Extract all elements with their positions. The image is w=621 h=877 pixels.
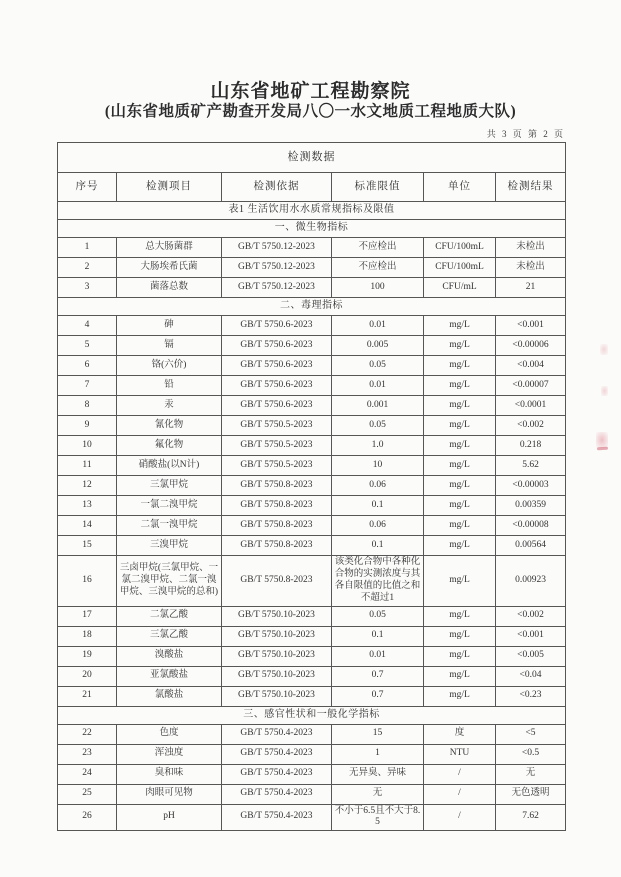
table-row (58, 724, 566, 744)
cell-no: 16 (58, 556, 117, 607)
cell-method: GB/T 5750.6-2023 (222, 396, 332, 416)
cell-limit: 不应检出 (332, 238, 424, 258)
cell-method: GB/T 5750.10-2023 (222, 606, 332, 626)
cell-unit: mg/L (424, 496, 496, 516)
red-ink-artifact (596, 432, 608, 448)
cell-method: GB/T 5750.5-2023 (222, 416, 332, 436)
column-header: 标准限值 (332, 173, 424, 202)
cell-result: <0.0001 (496, 396, 566, 416)
cell-result: 0.00564 (496, 536, 566, 556)
cell-method: GB/T 5750.4-2023 (222, 784, 332, 804)
cell-result: 0.00359 (496, 496, 566, 516)
cell-no: 6 (58, 356, 117, 376)
table-row (58, 336, 566, 356)
cell-no: 3 (58, 278, 117, 298)
cell-unit: CFU/100mL (424, 238, 496, 258)
cell-unit: mg/L (424, 536, 496, 556)
red-ink-artifact (601, 386, 608, 396)
cell-method: GB/T 5750.6-2023 (222, 356, 332, 376)
cell-result: <0.5 (496, 744, 566, 764)
column-header: 序号 (58, 173, 117, 202)
cell-unit: CFU/100mL (424, 258, 496, 278)
cell-item: 铅 (117, 376, 222, 396)
cell-unit: mg/L (424, 626, 496, 646)
cell-limit: 0.1 (332, 536, 424, 556)
cell-item: 汞 (117, 396, 222, 416)
cell-limit: 0.05 (332, 356, 424, 376)
cell-result: <0.002 (496, 606, 566, 626)
cell-method: GB/T 5750.6-2023 (222, 376, 332, 396)
cell-result: 0.218 (496, 436, 566, 456)
cell-result: <0.00008 (496, 516, 566, 536)
cell-unit: mg/L (424, 556, 496, 607)
document-title: 山东省地矿工程勘察院 (210, 81, 411, 102)
cell-item: 浑浊度 (117, 744, 222, 764)
cell-unit: 度 (424, 724, 496, 744)
cell-result: 无色透明 (496, 784, 566, 804)
table-row (58, 496, 566, 516)
cell-unit: mg/L (424, 456, 496, 476)
cell-limit: 0.1 (332, 626, 424, 646)
cell-method: GB/T 5750.8-2023 (222, 496, 332, 516)
cell-result: <0.00006 (496, 336, 566, 356)
cell-unit: NTU (424, 744, 496, 764)
cell-no: 10 (58, 436, 117, 456)
cell-result: <0.002 (496, 416, 566, 436)
cell-unit: mg/L (424, 686, 496, 706)
cell-method: GB/T 5750.8-2023 (222, 516, 332, 536)
cell-limit: 0.1 (332, 496, 424, 516)
section-label: 一、微生物指标 (58, 220, 566, 238)
cell-limit: 100 (332, 278, 424, 298)
cell-item: 三氯甲烷 (117, 476, 222, 496)
cell-result: 未检出 (496, 258, 566, 278)
cell-method: GB/T 5750.5-2023 (222, 436, 332, 456)
cell-limit: 15 (332, 724, 424, 744)
table-row (58, 456, 566, 476)
table-header-row (58, 173, 566, 202)
cell-method: GB/T 5750.10-2023 (222, 686, 332, 706)
cell-method: GB/T 5750.12-2023 (222, 238, 332, 258)
cell-no: 11 (58, 456, 117, 476)
table-row (58, 396, 566, 416)
cell-result: <0.00007 (496, 376, 566, 396)
cell-item: 镉 (117, 336, 222, 356)
cell-no: 13 (58, 496, 117, 516)
cell-item: 总大肠菌群 (117, 238, 222, 258)
cell-no: 20 (58, 666, 117, 686)
cell-item: 肉眼可见物 (117, 784, 222, 804)
cell-item: 铬(六价) (117, 356, 222, 376)
cell-limit: 0.01 (332, 376, 424, 396)
table-row (58, 556, 566, 607)
section-row (58, 202, 566, 220)
cell-result: 7.62 (496, 804, 566, 831)
cell-no: 23 (58, 744, 117, 764)
table-row (58, 238, 566, 258)
cell-result: <0.005 (496, 646, 566, 666)
test-results-table (57, 142, 566, 831)
table-row (58, 316, 566, 336)
cell-method: GB/T 5750.8-2023 (222, 536, 332, 556)
cell-item: 大肠埃希氏菌 (117, 258, 222, 278)
cell-item: pH (117, 804, 222, 831)
cell-limit: 无异臭、异味 (332, 764, 424, 784)
cell-limit: 无 (332, 784, 424, 804)
cell-result: 0.00923 (496, 556, 566, 607)
table-row (58, 686, 566, 706)
cell-unit: mg/L (424, 666, 496, 686)
table-row (58, 436, 566, 456)
cell-item: 氟化物 (117, 436, 222, 456)
cell-limit: 0.001 (332, 396, 424, 416)
cell-unit: mg/L (424, 606, 496, 626)
cell-no: 25 (58, 784, 117, 804)
cell-result: <0.001 (496, 316, 566, 336)
cell-item: 二氯乙酸 (117, 606, 222, 626)
cell-item: 色度 (117, 724, 222, 744)
cell-limit: 0.06 (332, 516, 424, 536)
cell-method: GB/T 5750.4-2023 (222, 804, 332, 831)
cell-limit: 0.01 (332, 316, 424, 336)
section-label: 二、毒理指标 (58, 298, 566, 316)
cell-item: 砷 (117, 316, 222, 336)
cell-method: GB/T 5750.4-2023 (222, 724, 332, 744)
cell-method: GB/T 5750.6-2023 (222, 336, 332, 356)
cell-item: 三卤甲烷(三氯甲烷、一氯二溴甲烷、二氯一溴甲烷、三溴甲烷的总和) (117, 556, 222, 607)
cell-no: 12 (58, 476, 117, 496)
cell-unit: mg/L (424, 356, 496, 376)
cell-unit: mg/L (424, 516, 496, 536)
cell-no: 19 (58, 646, 117, 666)
table-row (58, 356, 566, 376)
cell-method: GB/T 5750.10-2023 (222, 646, 332, 666)
column-header: 检测结果 (496, 173, 566, 202)
red-ink-artifact (600, 344, 608, 355)
section-row (58, 298, 566, 316)
cell-unit: mg/L (424, 336, 496, 356)
table-row (58, 278, 566, 298)
cell-unit: mg/L (424, 376, 496, 396)
cell-no: 4 (58, 316, 117, 336)
cell-limit: 10 (332, 456, 424, 476)
cell-limit: 0.06 (332, 476, 424, 496)
cell-result: <0.001 (496, 626, 566, 646)
cell-limit: 1 (332, 744, 424, 764)
cell-no: 2 (58, 258, 117, 278)
cell-result: <5 (496, 724, 566, 744)
cell-method: GB/T 5750.4-2023 (222, 744, 332, 764)
table-row (58, 376, 566, 396)
table-row (58, 416, 566, 436)
cell-limit: 0.005 (332, 336, 424, 356)
cell-limit: 1.0 (332, 436, 424, 456)
cell-no: 17 (58, 606, 117, 626)
cell-method: GB/T 5750.6-2023 (222, 316, 332, 336)
cell-method: GB/T 5750.10-2023 (222, 666, 332, 686)
table-row (58, 536, 566, 556)
cell-no: 22 (58, 724, 117, 744)
table-row (58, 476, 566, 496)
cell-item: 三氯乙酸 (117, 626, 222, 646)
cell-unit: / (424, 804, 496, 831)
cell-no: 26 (58, 804, 117, 831)
cell-no: 14 (58, 516, 117, 536)
cell-unit: mg/L (424, 316, 496, 336)
cell-method: GB/T 5750.12-2023 (222, 258, 332, 278)
cell-item: 氰化物 (117, 416, 222, 436)
cell-result: <0.23 (496, 686, 566, 706)
cell-no: 18 (58, 626, 117, 646)
cell-limit: 0.05 (332, 416, 424, 436)
column-header: 单位 (424, 173, 496, 202)
cell-method: GB/T 5750.8-2023 (222, 556, 332, 607)
table-row (58, 646, 566, 666)
cell-limit: 该类化合物中各种化合物的实测浓度与其各自限值的比值之和不超过1 (332, 556, 424, 607)
cell-unit: mg/L (424, 436, 496, 456)
cell-limit: 0.05 (332, 606, 424, 626)
column-header: 检测项目 (117, 173, 222, 202)
cell-item: 亚氯酸盐 (117, 666, 222, 686)
cell-unit: / (424, 784, 496, 804)
cell-no: 8 (58, 396, 117, 416)
cell-item: 菌落总数 (117, 278, 222, 298)
cell-item: 硝酸盐(以N计) (117, 456, 222, 476)
table-row (58, 516, 566, 536)
cell-method: GB/T 5750.4-2023 (222, 764, 332, 784)
table-caption-row (58, 143, 566, 173)
table-row (58, 784, 566, 804)
cell-result: 21 (496, 278, 566, 298)
page-number-info: 共 3 页 第 2 页 (486, 129, 565, 139)
cell-unit: mg/L (424, 396, 496, 416)
table-row (58, 764, 566, 784)
section-label: 表1 生活饮用水水质常规指标及限值 (58, 202, 566, 220)
cell-item: 三溴甲烷 (117, 536, 222, 556)
cell-limit: 0.01 (332, 646, 424, 666)
red-ink-artifact (597, 447, 608, 451)
cell-unit: / (424, 764, 496, 784)
section-row (58, 706, 566, 724)
table-row (58, 744, 566, 764)
table-caption: 检测数据 (58, 143, 566, 173)
cell-result: 未检出 (496, 238, 566, 258)
cell-result: 5.62 (496, 456, 566, 476)
cell-result: 无 (496, 764, 566, 784)
cell-no: 15 (58, 536, 117, 556)
cell-no: 1 (58, 238, 117, 258)
table-row (58, 666, 566, 686)
cell-limit: 不小于6.5且不大于8.5 (332, 804, 424, 831)
cell-unit: mg/L (424, 476, 496, 496)
document-subtitle: (山东省地质矿产勘查开发局八〇一水文地质工程地质大队) (104, 103, 517, 120)
section-row (58, 220, 566, 238)
table-row (58, 804, 566, 831)
cell-item: 臭和味 (117, 764, 222, 784)
cell-item: 氯酸盐 (117, 686, 222, 706)
section-label: 三、感官性状和一般化学指标 (58, 706, 566, 724)
cell-method: GB/T 5750.5-2023 (222, 456, 332, 476)
cell-unit: mg/L (424, 646, 496, 666)
cell-result: <0.004 (496, 356, 566, 376)
cell-item: 溴酸盐 (117, 646, 222, 666)
table-row (58, 626, 566, 646)
column-header: 检测依据 (222, 173, 332, 202)
cell-no: 21 (58, 686, 117, 706)
cell-unit: mg/L (424, 416, 496, 436)
cell-unit: CFU/mL (424, 278, 496, 298)
cell-no: 24 (58, 764, 117, 784)
cell-limit: 0.7 (332, 686, 424, 706)
cell-method: GB/T 5750.12-2023 (222, 278, 332, 298)
cell-limit: 0.7 (332, 666, 424, 686)
cell-result: <0.00003 (496, 476, 566, 496)
cell-limit: 不应检出 (332, 258, 424, 278)
cell-no: 9 (58, 416, 117, 436)
table-row (58, 606, 566, 626)
cell-item: 一氯二溴甲烷 (117, 496, 222, 516)
cell-no: 7 (58, 376, 117, 396)
cell-method: GB/T 5750.8-2023 (222, 476, 332, 496)
cell-item: 二氯一溴甲烷 (117, 516, 222, 536)
cell-method: GB/T 5750.10-2023 (222, 626, 332, 646)
table-row (58, 258, 566, 278)
cell-result: <0.04 (496, 666, 566, 686)
cell-no: 5 (58, 336, 117, 356)
